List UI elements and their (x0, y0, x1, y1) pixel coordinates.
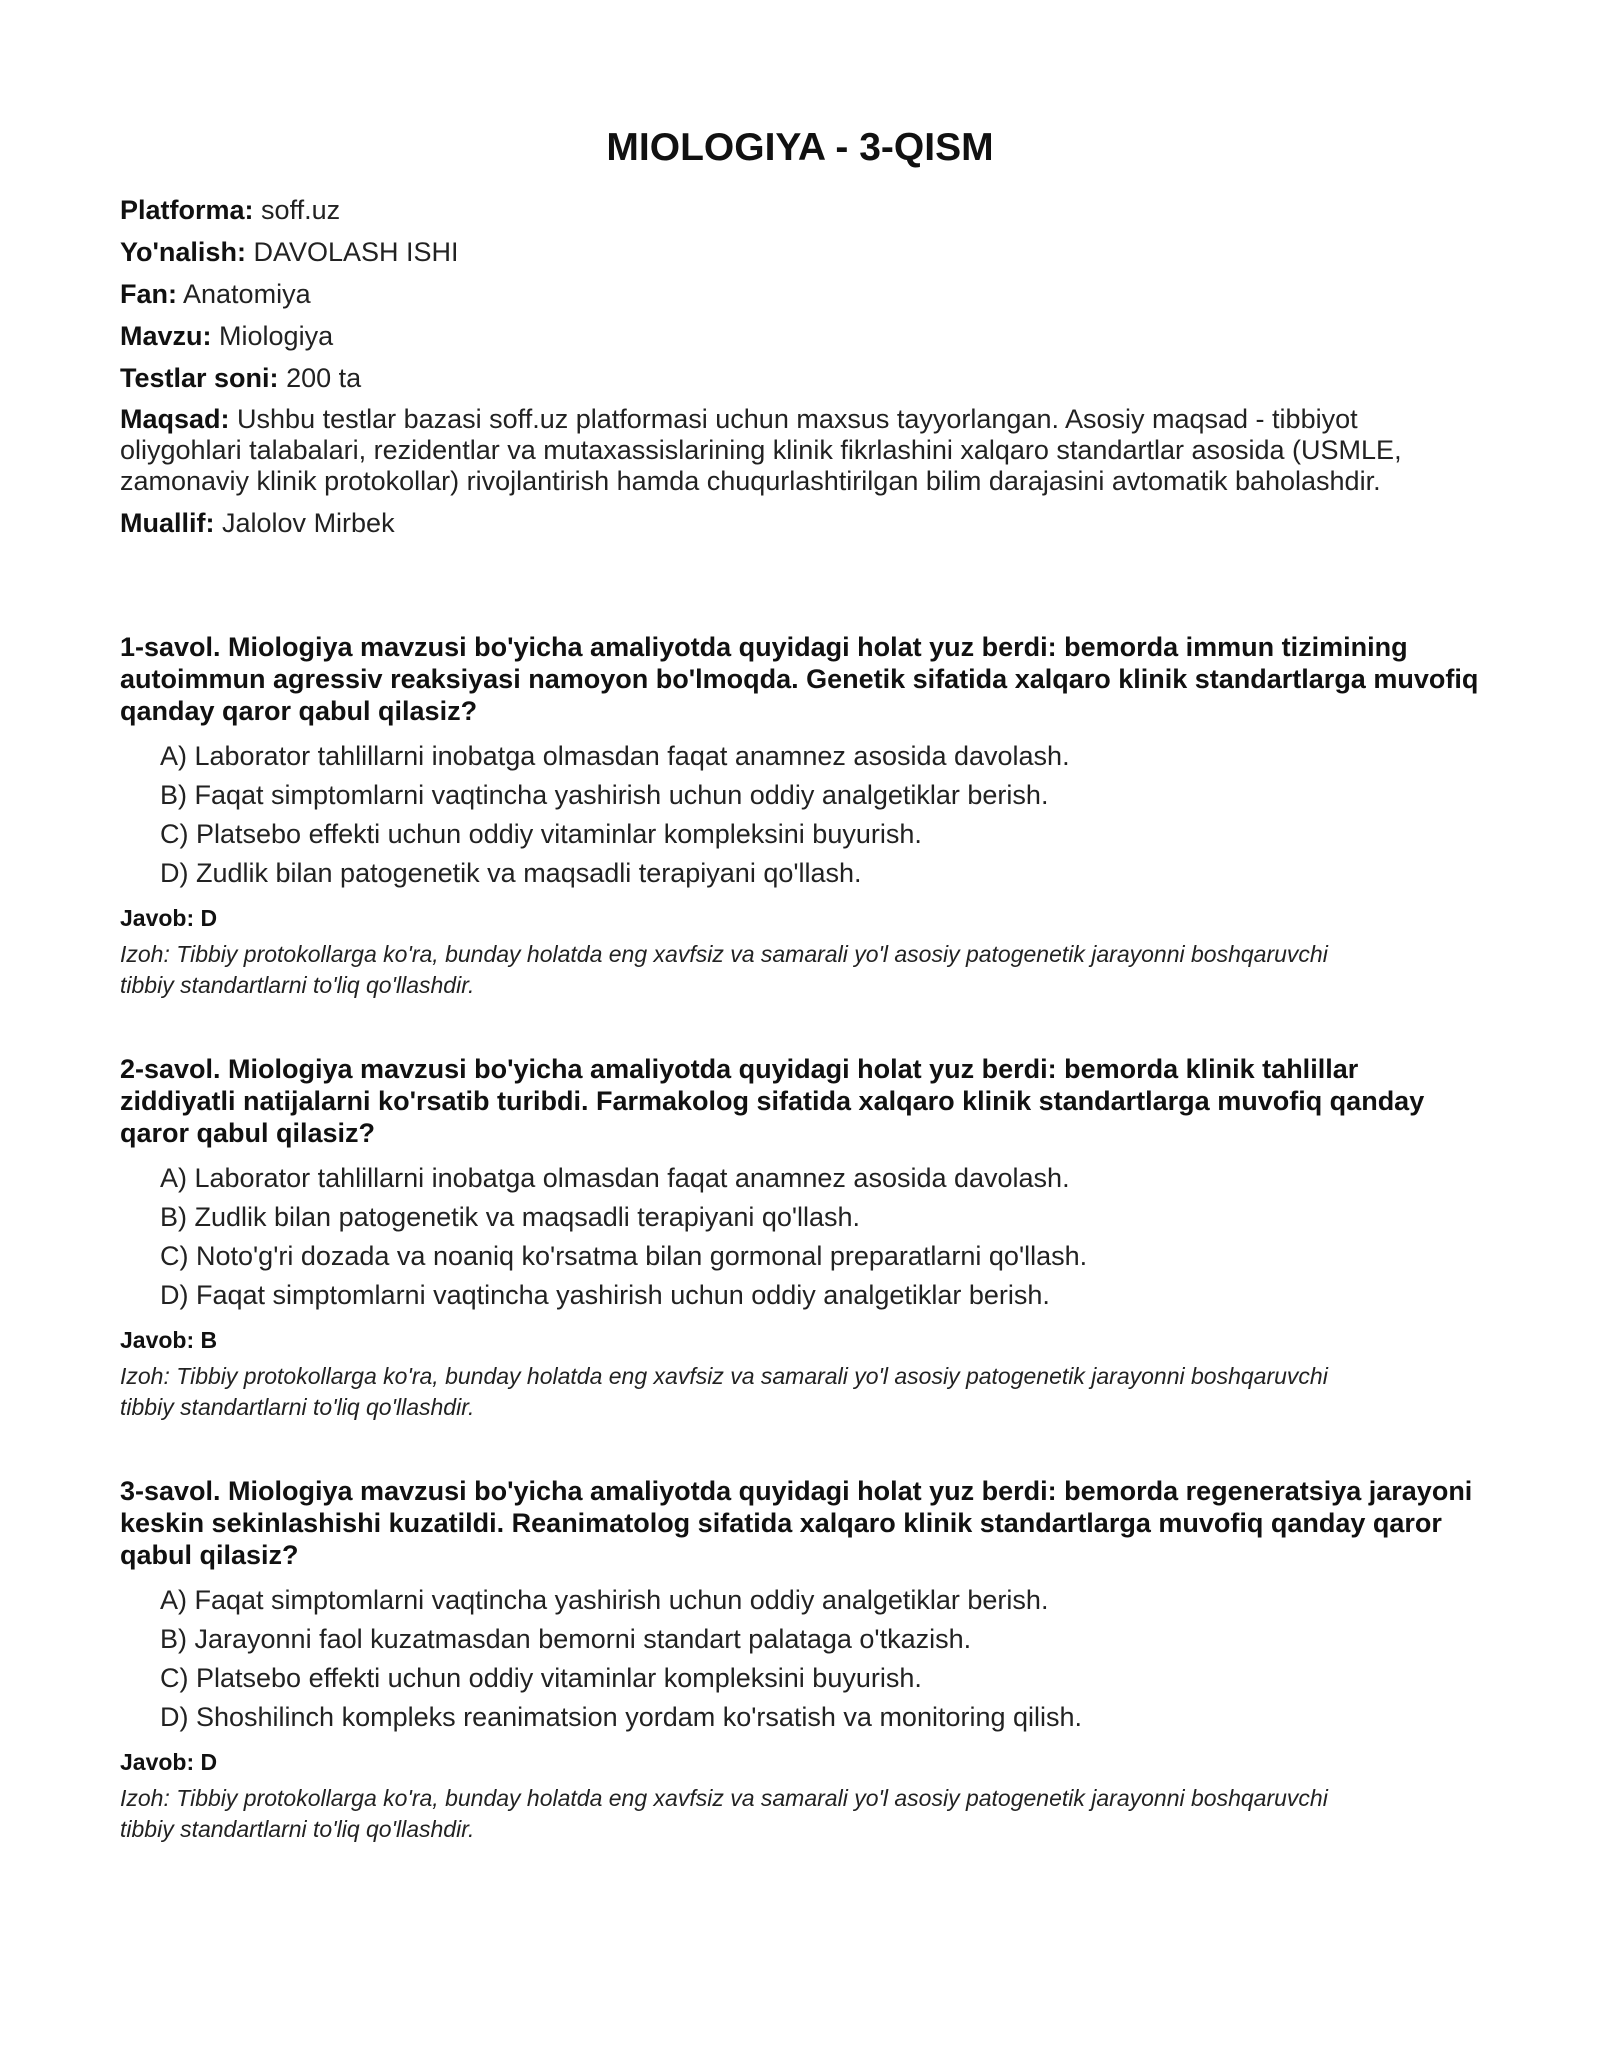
correct-answer: Javob: D (120, 1749, 218, 1775)
answer-explanation: Izoh: Tibbiy protokollarga ko'ra, bunday holatda eng xavfsiz va samarali yo'l asosiy patogenetik jarayonni boshqaruvchi tibbiy standartlarni to'liq qo'llashdir. (120, 1363, 1328, 1420)
answer-explanation: Izoh: Tibbiy protokollarga ko'ra, bunday holatda eng xavfsiz va samarali yo'l asosiy patogenetik jarayonni boshqaruvchi tibbiy standartlarni to'liq qo'llashdir. (120, 941, 1328, 998)
meta-test-count (120, 362, 1480, 394)
option-a: A) Faqat simptomlarni vaqtincha yashirish uchun oddiy analgetiklar berish. (160, 1585, 1049, 1615)
question-text: 3-savol. Miologiya mavzusi bo'yicha amaliyotda quyidagi holat yuz berdi: bemorda regeneratsiya jarayoni keskin sekinlashishi kuzatildi. Reanimatolog sifatida xalqaro klinik standartlarga muvofiq qanday qaror qabul qilasiz? (120, 1476, 1473, 1570)
meta-label: Muallif: (120, 508, 215, 538)
meta-goal (120, 404, 1480, 497)
answer-options (120, 1581, 1480, 1737)
meta-value: Miologiya (219, 321, 334, 351)
document-title: MIOLOGIYA - 3-QISM (606, 126, 994, 169)
option-b: B) Zudlik bilan patogenetik va maqsadli terapiyani qo'llash. (160, 1202, 861, 1232)
meta-value: Ushbu testlar bazasi soff.uz platformasi uchun maxsus tayyorlangan. Asosiy maqsad - tibbiyot oliygohlari talabalari, rezidentlar va mutaxassislarining klinik fikrlashini xalqaro standartlar asosida (USMLE, zamonaviy klinik protokollar) rivojlantirish hamda chuqurlashtirilgan bilim darajasini avtomatik baholashdir. (120, 404, 1402, 496)
question-item (120, 1053, 1480, 1423)
meta-label: Platforma: (120, 195, 254, 225)
meta-label: Maqsad: (120, 404, 230, 434)
meta-subject (120, 278, 1480, 310)
option-a: A) Laborator tahlillarni inobatga olmasdan faqat anamnez asosida davolash. (160, 1163, 1070, 1193)
answer-options (120, 737, 1480, 893)
option-c: C) Platsebo effekti uchun oddiy vitaminlar kompleksini buyurish. (160, 1663, 922, 1693)
question-item (120, 1475, 1480, 1845)
meta-value: soff.uz (261, 195, 341, 225)
option-d: D) Shoshilinch kompleks reanimatsion yordam ko'rsatish va monitoring qilish. (160, 1702, 1083, 1732)
option-d: D) Zudlik bilan patogenetik va maqsadli terapiyani qo'llash. (160, 858, 862, 888)
meta-topic (120, 320, 1480, 352)
document-metadata (120, 194, 1480, 539)
meta-value: Jalolov Mirbek (222, 508, 395, 538)
correct-answer: Javob: B (120, 1327, 218, 1353)
option-b: B) Faqat simptomlarni vaqtincha yashirish uchun oddiy analgetiklar berish. (160, 780, 1049, 810)
question-item (120, 631, 1480, 1001)
option-d: D) Faqat simptomlarni vaqtincha yashirish uchun oddiy analgetiklar berish. (160, 1280, 1050, 1310)
question-list (120, 631, 1480, 1845)
option-a: A) Laborator tahlillarni inobatga olmasdan faqat anamnez asosida davolash. (160, 741, 1070, 771)
correct-answer: Javob: D (120, 905, 218, 931)
answer-explanation: Izoh: Tibbiy protokollarga ko'ra, bunday holatda eng xavfsiz va samarali yo'l asosiy patogenetik jarayonni boshqaruvchi tibbiy standartlarni to'liq qo'llashdir. (120, 1785, 1328, 1842)
meta-direction (120, 236, 1480, 268)
meta-label: Testlar soni: (120, 363, 279, 393)
meta-label: Mavzu: (120, 321, 212, 351)
meta-platform (120, 194, 1480, 226)
meta-value: Anatomiya (183, 279, 311, 309)
answer-options (120, 1159, 1480, 1315)
meta-label: Yo'nalish: (120, 237, 246, 267)
meta-value: DAVOLASH ISHI (253, 237, 459, 267)
meta-author (120, 507, 1480, 539)
question-text: 2-savol. Miologiya mavzusi bo'yicha amaliyotda quyidagi holat yuz berdi: bemorda klinik tahlillar ziddiyatli natijalarni ko'rsatib turibdi. Farmakolog sifatida xalqaro klinik standartlarga muvofiq qanday qaror qabul qilasiz? (120, 1054, 1425, 1148)
question-text: 1-savol. Miologiya mavzusi bo'yicha amaliyotda quyidagi holat yuz berdi: bemorda immun tizimining autoimmun agressiv reaksiyasi namoyon bo'lmoqda. Genetik sifatida xalqaro klinik standartlarga muvofiq qanday qaror qabul qilasiz? (120, 632, 1479, 726)
option-b: B) Jarayonni faol kuzatmasdan bemorni standart palataga o'tkazish. (160, 1624, 972, 1654)
option-c: C) Noto'g'ri dozada va noaniq ko'rsatma bilan gormonal preparatlarni qo'llash. (160, 1241, 1088, 1271)
meta-label: Fan: (120, 279, 177, 309)
option-c: C) Platsebo effekti uchun oddiy vitaminlar kompleksini buyurish. (160, 819, 922, 849)
meta-value: 200 ta (286, 363, 362, 393)
